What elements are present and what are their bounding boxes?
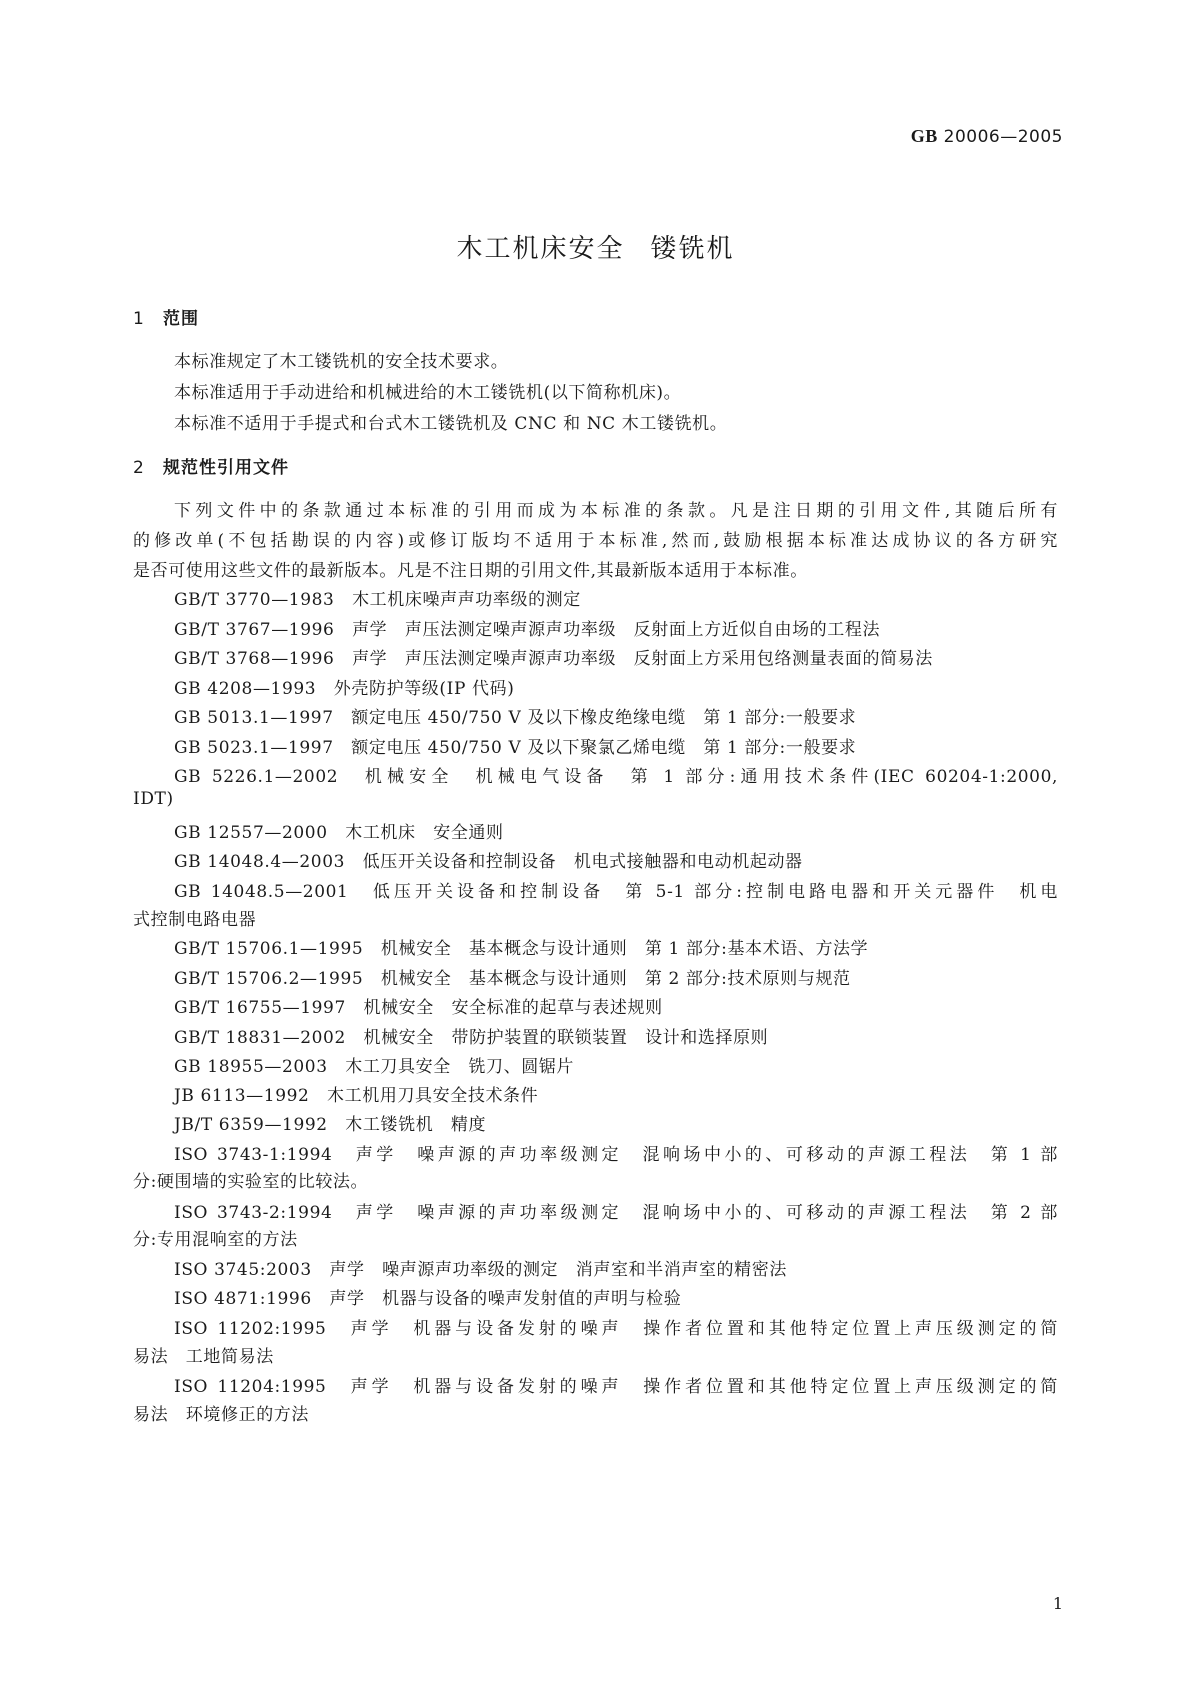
ref-line: GB 5023.1—1997 额定电压 450/750 V 及以下聚氯乙烯电缆 第 1 部分:一般要求 — [174, 738, 857, 758]
intro-line-2: 的修改单(不包括勘误的内容)或修订版均不适用于本标准,然而,鼓励根据本标准达成协议的各方研究 — [133, 531, 1058, 551]
scope-paragraph-3: 本标准不适用于手提式和台式木工镂铣机及 CNC 和 NC 木工镂铣机。 — [174, 414, 728, 434]
ref-line-continuation: IDT) — [133, 789, 174, 809]
ref-line: GB/T 15706.2—1995 机械安全 基本概念与设计通则 第 2 部分:技术原则与规范 — [174, 969, 851, 989]
ref-line: ISO 4871:1996 声学 机器与设备的噪声发射值的声明与检验 — [174, 1289, 682, 1309]
ref-line: GB/T 18831—2002 机械安全 带防护装置的联锁装置 设计和选择原则 — [174, 1028, 769, 1048]
section-1-heading — [133, 304, 199, 329]
intro-line-1: 下列文件中的条款通过本标准的引用而成为本标准的条款。凡是注日期的引用文件,其随后所有 — [174, 501, 1058, 521]
section-1-title: 范围 — [163, 309, 199, 329]
section-2-number: 2 — [133, 458, 145, 478]
intro-line-3: 是否可使用这些文件的最新版本。凡是不注日期的引用文件,其最新版本适用于本标准。 — [133, 561, 808, 581]
ref-line: GB/T 3767—1996 声学 声压法测定噪声源声功率级 反射面上方近似自由场的工程法 — [174, 620, 881, 640]
standard-number: 20006—2005 — [943, 127, 1063, 147]
ref-line: JB 6113—1992 木工机用刀具安全技术条件 — [174, 1086, 539, 1106]
ref-line: GB 18955—2003 木工刀具安全 铣刀、圆锯片 — [174, 1057, 575, 1077]
ref-line: GB/T 3770—1983 木工机床噪声声功率级的测定 — [174, 590, 581, 610]
ref-line: ISO 3743-1:1994 声学 噪声源的声功率级测定 混响场中小的、可移动的声源工程法 第 1 部 — [174, 1145, 1058, 1165]
standard-prefix: GB — [910, 126, 938, 146]
title-part-1: 木工机床安全 — [456, 234, 625, 264]
page-title — [0, 228, 1191, 265]
ref-line: GB 5013.1—1997 额定电压 450/750 V 及以下橡皮绝缘电缆 第 1 部分:一般要求 — [174, 708, 857, 728]
ref-line: GB/T 15706.1—1995 机械安全 基本概念与设计通则 第 1 部分:基本术语、方法学 — [174, 939, 869, 959]
standard-code — [911, 126, 1063, 147]
ref-line: GB 4208—1993 外壳防护等级(IP 代码) — [174, 679, 515, 699]
ref-line-continuation: 分:硬围墙的实验室的比较法。 — [133, 1172, 369, 1192]
ref-line: GB/T 3768—1996 声学 声压法测定噪声源声功率级 反射面上方采用包络测量表面的简易法 — [174, 649, 933, 669]
ref-line-continuation: 易法 环境修正的方法 — [133, 1405, 309, 1425]
section-1-number: 1 — [133, 309, 145, 329]
ref-line: GB 14048.5—2001 低压开关设备和控制设备 第 5-1 部分:控制电路电器和开关元器件 机电 — [174, 882, 1058, 902]
ref-line: JB/T 6359—1992 木工镂铣机 精度 — [174, 1115, 487, 1135]
scope-paragraph-1: 本标准规定了木工镂铣机的安全技术要求。 — [174, 352, 509, 372]
ref-line: GB 12557—2000 木工机床 安全通则 — [174, 823, 504, 843]
ref-line: ISO 3743-2:1994 声学 噪声源的声功率级测定 混响场中小的、可移动的声源工程法 第 2 部 — [174, 1203, 1058, 1223]
ref-line: GB 14048.4—2003 低压开关设备和控制设备 机电式接触器和电动机起动器 — [174, 852, 803, 872]
ref-line: ISO 3745:2003 声学 噪声源声功率级的测定 消声室和半消声室的精密法 — [174, 1260, 787, 1280]
page-number: 1 — [1052, 1594, 1063, 1613]
ref-line-continuation: 式控制电路电器 — [133, 910, 257, 930]
ref-line-continuation: 易法 工地简易法 — [133, 1347, 274, 1367]
ref-line-continuation: 分:专用混响室的方法 — [133, 1230, 298, 1250]
scope-paragraph-2: 本标准适用于手动进给和机械进给的木工镂铣机(以下简称机床)。 — [174, 383, 682, 403]
ref-line: ISO 11202:1995 声学 机器与设备发射的噪声 操作者位置和其他特定位置上声压级测定的简 — [174, 1319, 1058, 1339]
section-2-heading — [133, 453, 289, 478]
title-part-2: 镂铣机 — [650, 234, 735, 264]
ref-line: GB/T 16755—1997 机械安全 安全标准的起草与表述规则 — [174, 998, 663, 1018]
ref-line: ISO 11204:1995 声学 机器与设备发射的噪声 操作者位置和其他特定位置上声压级测定的简 — [174, 1377, 1058, 1397]
ref-line: GB 5226.1—2002 机械安全 机械电气设备 第 1 部分:通用技术条件(IEC 60204-1:2000, — [174, 767, 1058, 787]
section-2-title: 规范性引用文件 — [163, 458, 289, 478]
